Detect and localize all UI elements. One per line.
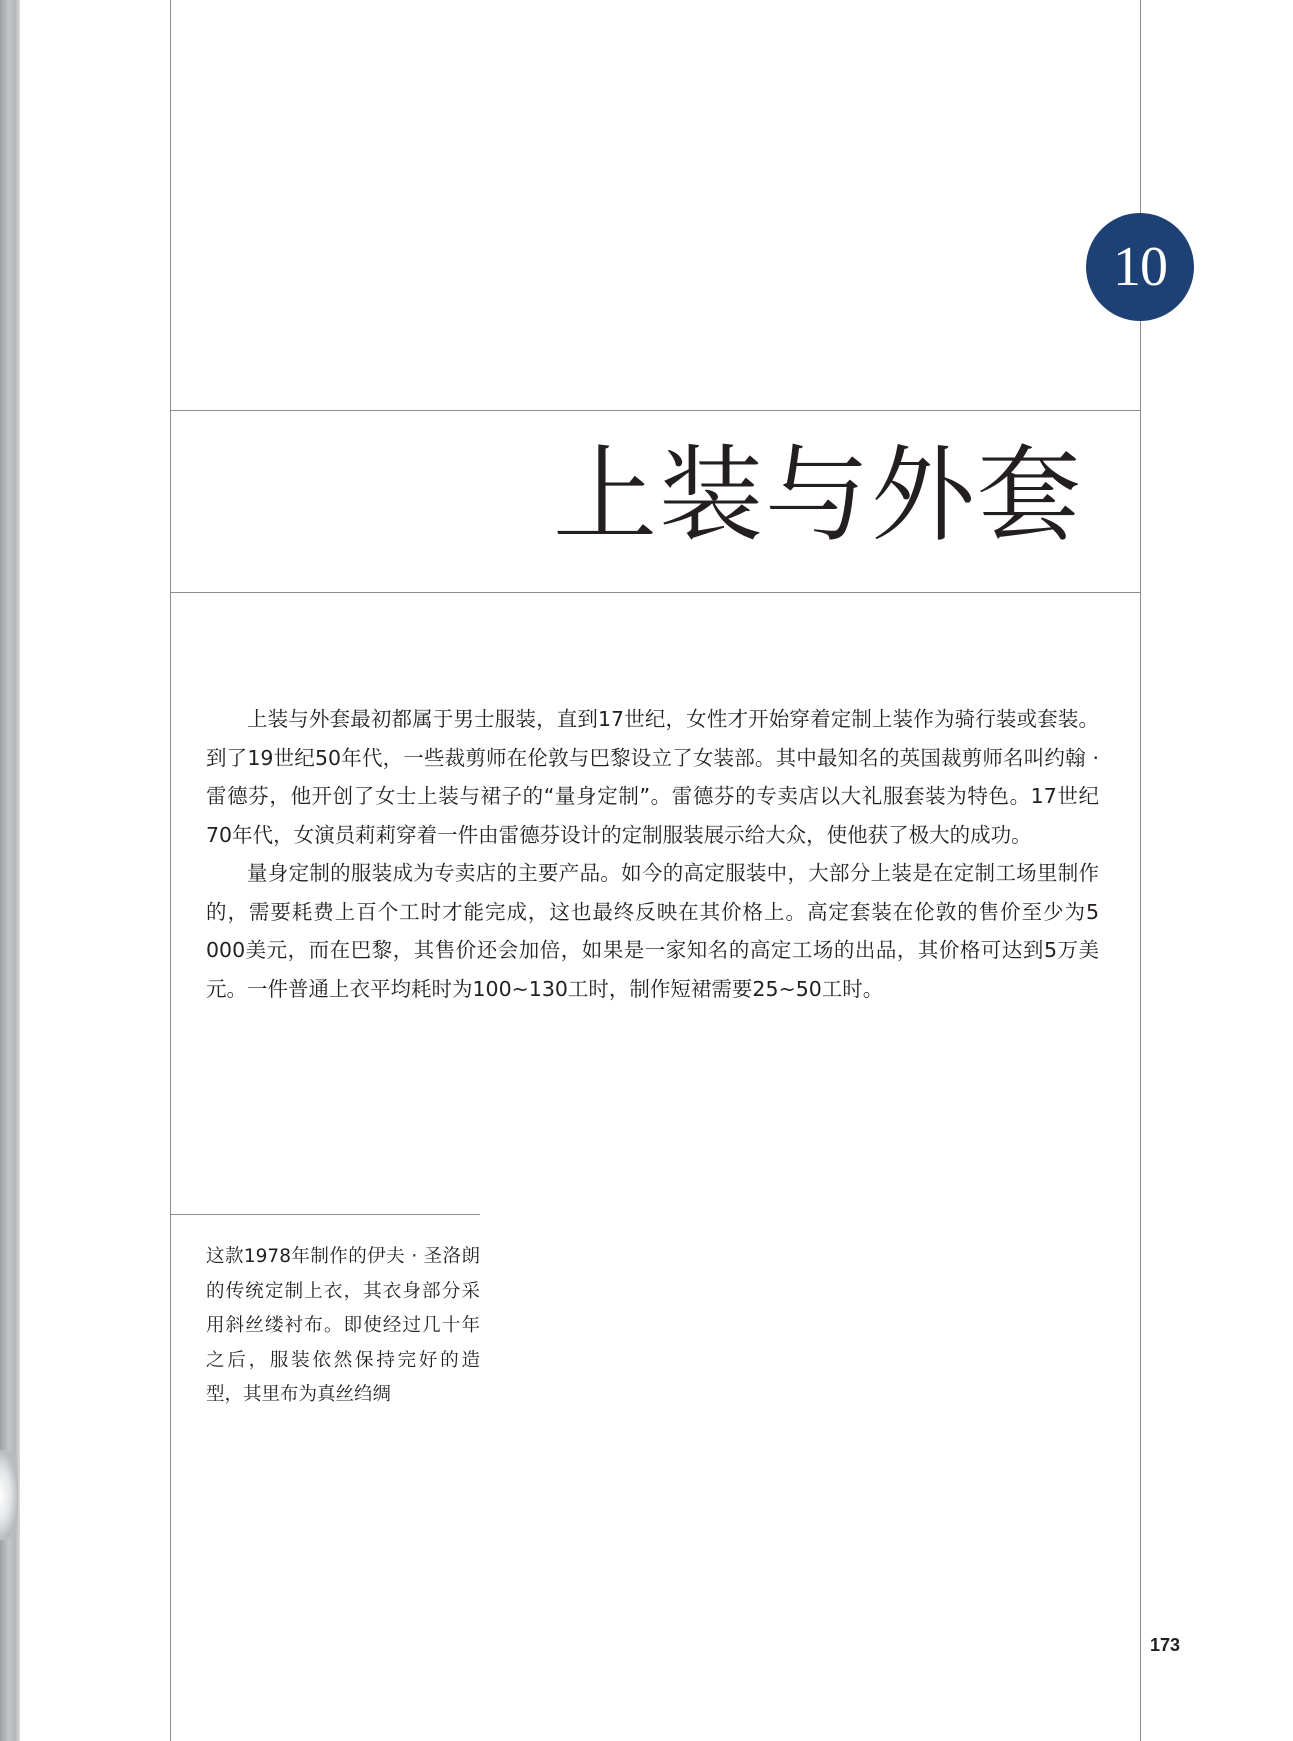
caption-rule bbox=[170, 1214, 480, 1215]
figure-caption: 这款1978年制作的伊夫 · 圣洛朗的传统定制上衣，其衣身部分采用斜丝缕衬布。即使经过几十年之后，服装依然保持完好的造型，其里布为真丝绉绸 bbox=[206, 1246, 480, 1405]
chapter-number: 10 bbox=[1113, 236, 1167, 298]
title-bottom-rule bbox=[170, 592, 1141, 593]
body-paragraph: 上装与外套最初都属于男士服装，直到17世纪，女性才开始穿着定制上装作为骑行装或套装。到了19世纪50年代，一些裁剪师在伦敦与巴黎设立了女装部。其中最知名的英国裁剪师名叫约翰 · 雷德芬，他开创了女士上装与裙子的“量身定制”。雷德芬的专卖店以大礼服套装为特色。17世纪70年代，女演员莉莉穿着一件由雷德芬设计的定制服装展示给大众，使他获了极大的成功。 bbox=[206, 707, 1099, 847]
left-margin-rule bbox=[170, 0, 171, 1741]
chapter-title: 上装与外套 bbox=[552, 434, 1083, 556]
chapter-number-badge bbox=[1086, 213, 1194, 321]
title-top-rule bbox=[170, 410, 1141, 411]
page-curl-shadow bbox=[0, 1450, 18, 1540]
page-number: 173 bbox=[1150, 1635, 1181, 1655]
body-paragraph: 量身定制的服装成为专卖店的主要产品。如今的高定服装中，大部分上装是在定制工场里制作的，需要耗费上百个工时才能完成，这也最终反映在其价格上。高定套装在伦敦的售价至少为5 000美元，而在巴黎，其售价还会加倍，如果是一家知名的高定工场的出品，其价格可达到5万美元。一件普通上衣平均耗时为100~130工时，制作短裙需要25~50工时。 bbox=[206, 861, 1099, 1001]
body-text bbox=[206, 700, 1099, 1008]
